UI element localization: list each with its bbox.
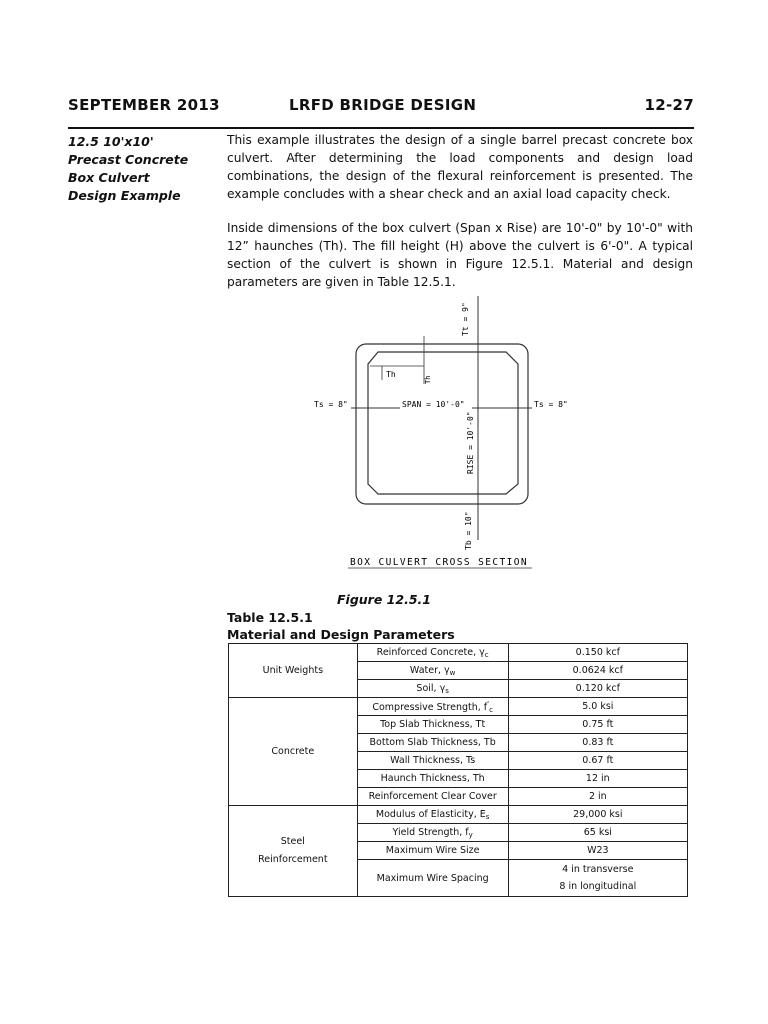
- header-rule: [68, 127, 694, 129]
- rise-label: RISE = 10'-0": [466, 411, 475, 474]
- property-cell: Bottom Slab Thickness, Tb: [357, 734, 508, 752]
- property-subscript: c: [484, 650, 489, 659]
- drawing-caption: BOX CULVERT CROSS SECTION: [350, 557, 528, 568]
- intro-paragraph: This example illustrates the design of a single barrel precast concrete box culvert. After determining the load components and design load combinations, the design of the flexural reinforcement is presented. The example concludes with a shear check and an axial load capacity check.: [227, 133, 693, 201]
- haunch-horizontal-label: Th: [386, 370, 396, 379]
- bottom-slab-label: Tb = 10": [464, 511, 473, 550]
- property-cell: [357, 644, 508, 662]
- group-label-line: Reinforcement: [258, 854, 328, 865]
- table-row: [229, 644, 688, 662]
- property-cell: Top Slab Thickness, Tt: [357, 716, 508, 734]
- property-subscript: c: [489, 705, 493, 714]
- property-cell: [357, 662, 508, 680]
- group-label-unit-weights: Unit Weights: [229, 644, 358, 698]
- group-label-concrete: Concrete: [229, 698, 358, 806]
- property-superscript: ': [487, 699, 490, 708]
- value-cell: W23: [508, 842, 687, 860]
- value-cell: 0.150 kcf: [508, 644, 687, 662]
- span-label: SPAN = 10'-0": [402, 400, 465, 409]
- wall-left-label: Ts = 8": [314, 400, 348, 409]
- value-cell: 0.75 ft: [508, 716, 687, 734]
- property-name: Reinforced Concrete, γ: [376, 646, 485, 658]
- table-title: Table 12.5.1: [227, 610, 313, 625]
- value-cell: 0.83 ft: [508, 734, 687, 752]
- top-slab-label: Tt = 9": [461, 302, 470, 336]
- value-cell: 29,000 ksi: [508, 806, 687, 824]
- section-title: [68, 133, 208, 205]
- value-cell: 0.0624 kcf: [508, 662, 687, 680]
- property-name: Compressive Strength, f: [372, 701, 488, 713]
- section-title-line: Precast Concrete: [68, 152, 189, 167]
- header-date: SEPTEMBER 2013: [68, 96, 220, 114]
- property-cell: Maximum Wire Size: [357, 842, 508, 860]
- property-cell: Haunch Thickness, Th: [357, 770, 508, 788]
- value-cell: 12 in: [508, 770, 687, 788]
- dimensions-paragraph: Inside dimensions of the box culvert (Span x Rise) are 10'-0" by 10'-0" with 12” haunches (Th). The fill height (H) above the culvert is 6'-0". A typical section of the culvert is shown in Figure 12.5.1. Material and design parameters are given in Table 12.5.1.: [227, 221, 693, 289]
- value-cell: 2 in: [508, 788, 687, 806]
- value-cell: 0.120 kcf: [508, 680, 687, 698]
- section-title-line: 12.5 10'x10': [68, 134, 154, 149]
- value-cell: 65 ksi: [508, 824, 687, 842]
- property-cell: [357, 824, 508, 842]
- property-name: Soil, γ: [416, 682, 446, 694]
- property-cell: [357, 680, 508, 698]
- property-cell: [357, 698, 508, 716]
- header-page-number: 12-27: [644, 96, 694, 114]
- property-cell: [357, 806, 508, 824]
- property-cell: Maximum Wire Spacing: [357, 860, 508, 897]
- property-subscript: y: [468, 830, 473, 839]
- property-name: Modulus of Elasticity, E: [375, 808, 486, 820]
- figure-caption: Figure 12.5.1: [337, 592, 431, 607]
- table-subtitle: Material and Design Parameters: [227, 627, 455, 642]
- property-subscript: s: [485, 812, 490, 821]
- table-row: [229, 698, 688, 716]
- box-culvert-cross-section-figure: [306, 296, 576, 576]
- value-line: 8 in longitudinal: [559, 881, 637, 892]
- value-line: 4 in transverse: [562, 864, 634, 875]
- property-name: Yield Strength, f: [392, 826, 469, 838]
- property-cell: Reinforcement Clear Cover: [357, 788, 508, 806]
- property-subscript: w: [449, 668, 456, 677]
- wall-right-label: Ts = 8": [534, 400, 568, 409]
- group-label-steel: [229, 806, 358, 897]
- header-title: LRFD BRIDGE DESIGN: [289, 96, 477, 114]
- section-title-line: Box Culvert: [68, 170, 150, 185]
- value-cell: [508, 860, 687, 897]
- value-cell: 5.0 ksi: [508, 698, 687, 716]
- table-row: [229, 806, 688, 824]
- group-label-line: Steel: [280, 836, 305, 847]
- material-design-parameters-table: [228, 643, 688, 897]
- property-name: Water, γ: [409, 664, 450, 676]
- page-header: [68, 96, 694, 120]
- property-subscript: s: [445, 686, 449, 695]
- haunch-vertical-label: Th: [424, 375, 432, 384]
- value-cell: 0.67 ft: [508, 752, 687, 770]
- section-title-line: Design Example: [68, 188, 181, 203]
- property-cell: Wall Thickness, Ts: [357, 752, 508, 770]
